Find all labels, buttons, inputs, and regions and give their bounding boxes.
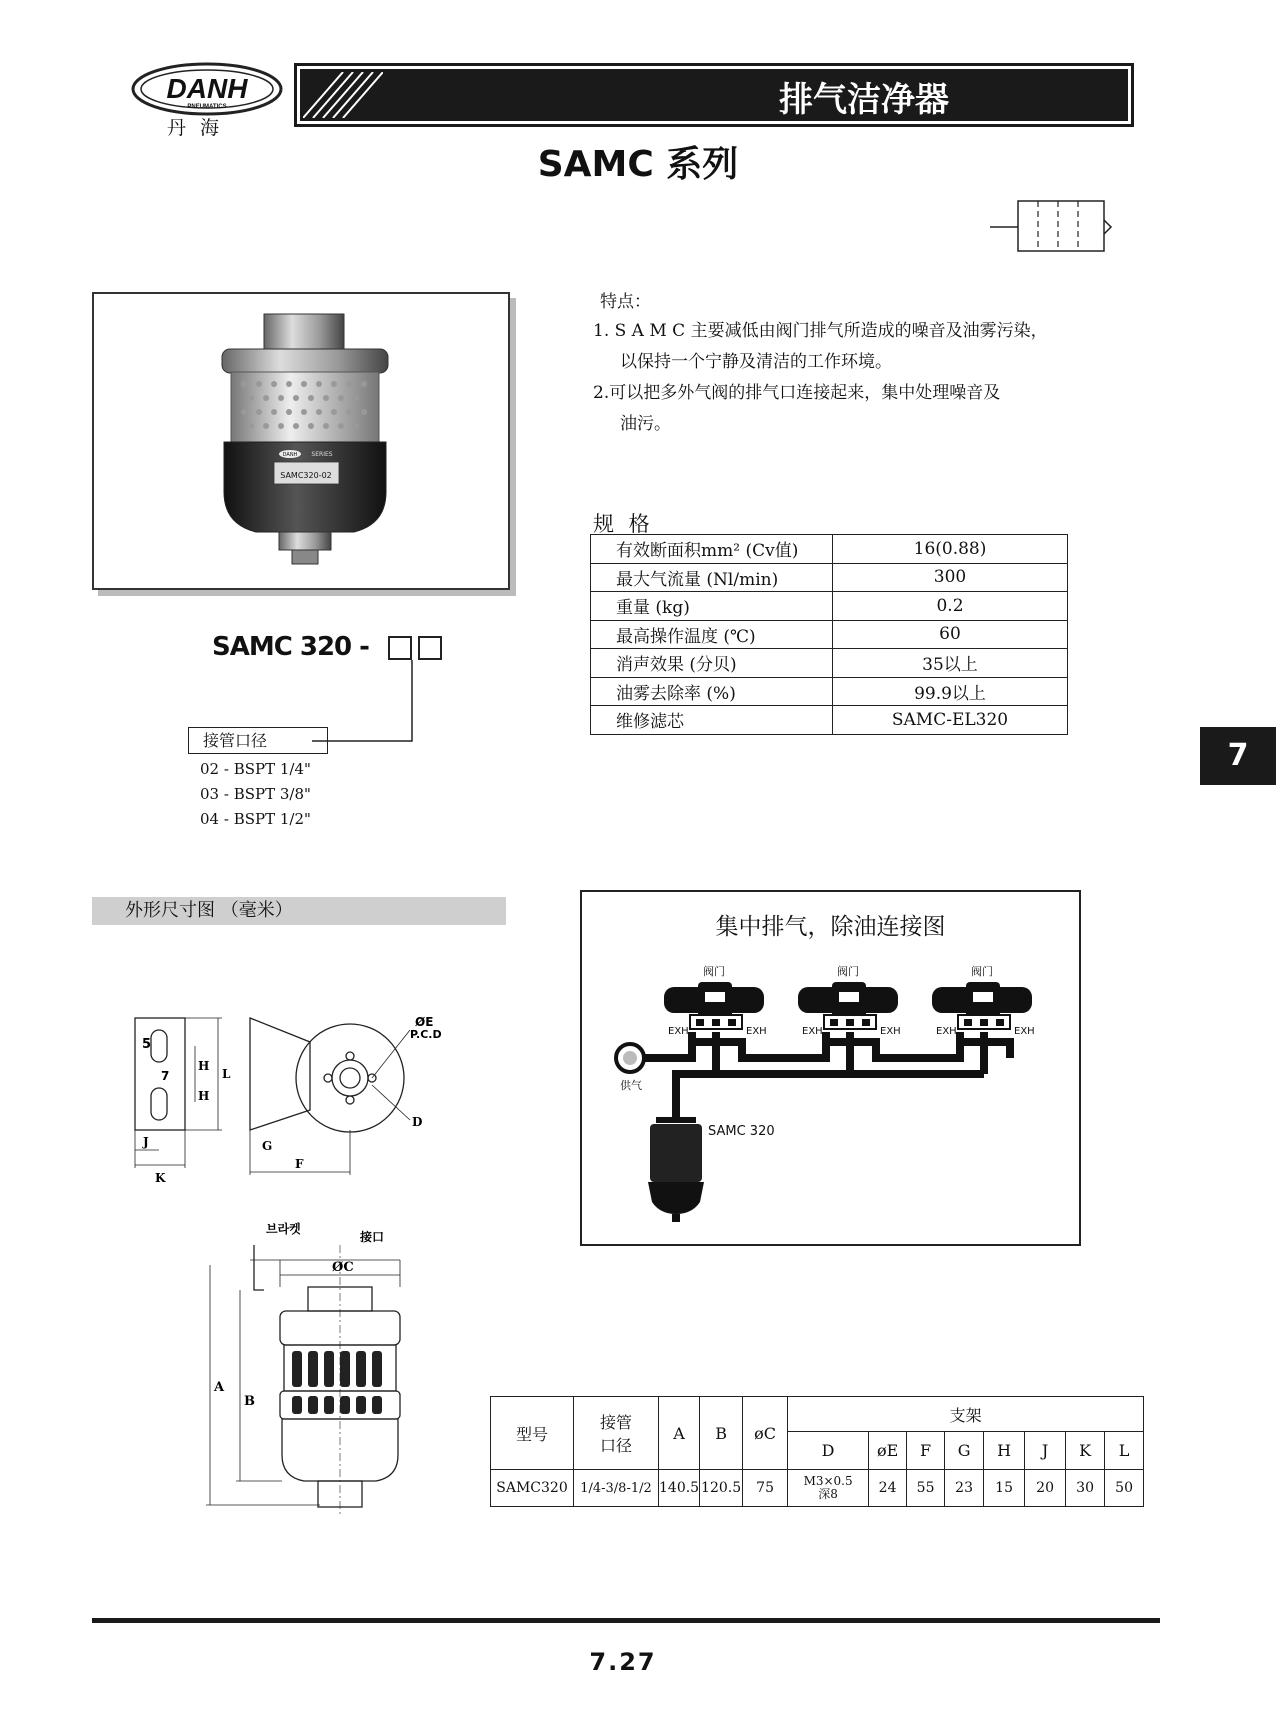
port-option: 02 - BSPT 1/4": [200, 760, 311, 778]
table-row: [491, 1397, 1144, 1432]
header-j: J: [1025, 1432, 1066, 1470]
port-label-box: 接管口径: [188, 727, 328, 754]
header-h: H: [984, 1432, 1025, 1470]
cell-d-1: M3×0.5: [803, 1474, 853, 1488]
logo-tagline: PNEUMATICS: [187, 104, 227, 110]
dim-label-7: 7: [161, 1069, 170, 1083]
table-row: [591, 677, 1068, 706]
outline-label: 外形尺寸图 （毫米）: [125, 900, 293, 921]
page-title: 排气洁净器: [779, 80, 949, 120]
logo-brand: DANH: [166, 73, 248, 104]
dim-label-a: A: [214, 1380, 225, 1395]
dim-label-g: G: [262, 1139, 273, 1153]
table-row: [591, 592, 1068, 621]
photo-label-model: SAMC320-02: [280, 471, 332, 480]
cell-h: 15: [984, 1470, 1025, 1507]
cell-d: [788, 1470, 869, 1507]
header-d: D: [788, 1432, 869, 1470]
code-box: [388, 636, 412, 660]
spec-table: [590, 534, 1068, 735]
cell-c: 75: [743, 1470, 788, 1507]
feature-line-3: 2.可以把多外气阀的排气口连接起来，集中处理噪音及: [593, 383, 1001, 403]
header-f: F: [907, 1432, 945, 1470]
title-banner: [294, 63, 1134, 127]
spec-label: 最高操作温度 (℃): [591, 620, 833, 649]
cell-g: 23: [945, 1470, 984, 1507]
dim-label-bracket: 브라켓: [266, 1222, 301, 1236]
feature-line-1: 1. S A M C 主要减低由阀门排气所造成的噪音及油雾污染，: [593, 321, 1048, 341]
valve-label: 阀门: [837, 965, 859, 978]
cell-k: 30: [1066, 1470, 1105, 1507]
cell-j: 20: [1025, 1470, 1066, 1507]
feature-line-2: 以保持一个宁静及清洁的工作环境。: [620, 352, 892, 372]
table-row: [491, 1470, 1144, 1507]
exh-label: EXH: [668, 1026, 689, 1037]
exh-label: EXH: [936, 1026, 957, 1037]
exh-label: EXH: [880, 1026, 901, 1037]
header-l: L: [1105, 1432, 1144, 1470]
spec-value: 35以上: [833, 649, 1068, 678]
spec-value: 99.9以上: [833, 677, 1068, 706]
header-bracket: 支架: [788, 1397, 1144, 1432]
table-row: [591, 620, 1068, 649]
dim-label-e: ØE: [415, 1015, 434, 1029]
outline-heading: [92, 897, 506, 925]
cell-d-2: 深8: [818, 1487, 838, 1501]
table-row: [591, 563, 1068, 592]
section-tab: 7: [1200, 727, 1276, 785]
spec-heading: 规 格: [593, 512, 654, 536]
cell-l: 50: [1105, 1470, 1144, 1507]
logo-chinese: 丹海: [166, 117, 233, 139]
spec-value: 300: [833, 563, 1068, 592]
table-row: [591, 649, 1068, 678]
header-e: øE: [869, 1432, 907, 1470]
feature-line-4: 油污。: [620, 414, 671, 434]
dim-label-pcd: P.C.D: [410, 1028, 442, 1041]
header-k: K: [1066, 1432, 1105, 1470]
cell-a: 140.5: [659, 1470, 700, 1507]
exh-label: EXH: [1014, 1026, 1035, 1037]
spec-label: 最大气流量 (Nl/min): [591, 563, 833, 592]
connection-diagram-title: 集中排气，除油连接图: [715, 914, 946, 940]
code-box: [418, 636, 442, 660]
dim-label-h: H: [198, 1059, 210, 1073]
brand-logo: [130, 60, 285, 120]
dim-label-oc: ØC: [332, 1260, 354, 1275]
header-model: 型号: [491, 1397, 574, 1470]
exh-label: EXH: [746, 1026, 767, 1037]
dim-label-port: 接口: [360, 1230, 385, 1244]
dim-label-j: J: [143, 1135, 149, 1149]
cell-f: 55: [907, 1470, 945, 1507]
spec-value: SAMC-EL320: [833, 706, 1068, 735]
dim-label-f: F: [295, 1157, 304, 1171]
header-a: A: [659, 1397, 700, 1470]
photo-label-brand: DANH: [282, 452, 298, 458]
dim-label-k: K: [155, 1171, 166, 1185]
series-title: SAMC 系列: [537, 144, 739, 185]
product-photo: [92, 292, 510, 590]
silencer-symbol-icon: [990, 198, 1120, 256]
port-option: 04 - BSPT 1/2": [200, 810, 311, 828]
header-port: [574, 1397, 659, 1470]
port-option: 03 - BSPT 3/8": [200, 785, 311, 803]
photo-label-series: SERIES: [311, 451, 333, 458]
cell-model: SAMC320: [491, 1470, 574, 1507]
cell-port: 1/4-3/8-1/2: [574, 1470, 659, 1507]
cell-b: 120.5: [700, 1470, 743, 1507]
header-g: G: [945, 1432, 984, 1470]
dim-label-d: D: [412, 1115, 423, 1129]
spec-label: 油雾去除率 (%): [591, 677, 833, 706]
valve-label: 阀门: [971, 965, 993, 978]
header-port-2: 口径: [599, 1436, 632, 1455]
spec-label: 有效断面积mm² (Cv值): [591, 535, 833, 564]
cell-e: 24: [869, 1470, 907, 1507]
model-code-prefix: SAMC 320 -: [212, 632, 369, 662]
connection-diagram: [580, 890, 1081, 1246]
table-row: [591, 706, 1068, 735]
header-c: øC: [743, 1397, 788, 1470]
header-port-1: 接管: [599, 1413, 632, 1432]
footer-rule: [92, 1618, 1160, 1623]
header-b: B: [700, 1397, 743, 1470]
dimension-table: [490, 1396, 1144, 1507]
dim-label-h2: H: [198, 1089, 210, 1103]
spec-label: 重量 (kg): [591, 592, 833, 621]
page-number: 7.27: [589, 1648, 657, 1676]
table-row: [591, 535, 1068, 564]
spec-value: 60: [833, 620, 1068, 649]
spec-value: 16(0.88): [833, 535, 1068, 564]
dim-label-5: 5: [142, 1037, 152, 1052]
supply-label: 供气: [620, 1079, 642, 1092]
dimension-drawing-top: [110, 990, 470, 1190]
dimension-drawing-front: [200, 1215, 430, 1515]
dim-label-b: B: [244, 1394, 255, 1409]
features-heading: 特点：: [600, 292, 651, 312]
spec-label: 维修滤芯: [591, 706, 833, 735]
dim-label-l: L: [222, 1067, 231, 1081]
spec-value: 0.2: [833, 592, 1068, 621]
valve-label: 阀门: [703, 965, 725, 978]
banner-stripes: [303, 72, 383, 118]
spec-label: 消声效果 (分贝): [591, 649, 833, 678]
exh-label: EXH: [802, 1026, 823, 1037]
product-label: SAMC 320: [708, 1124, 775, 1139]
